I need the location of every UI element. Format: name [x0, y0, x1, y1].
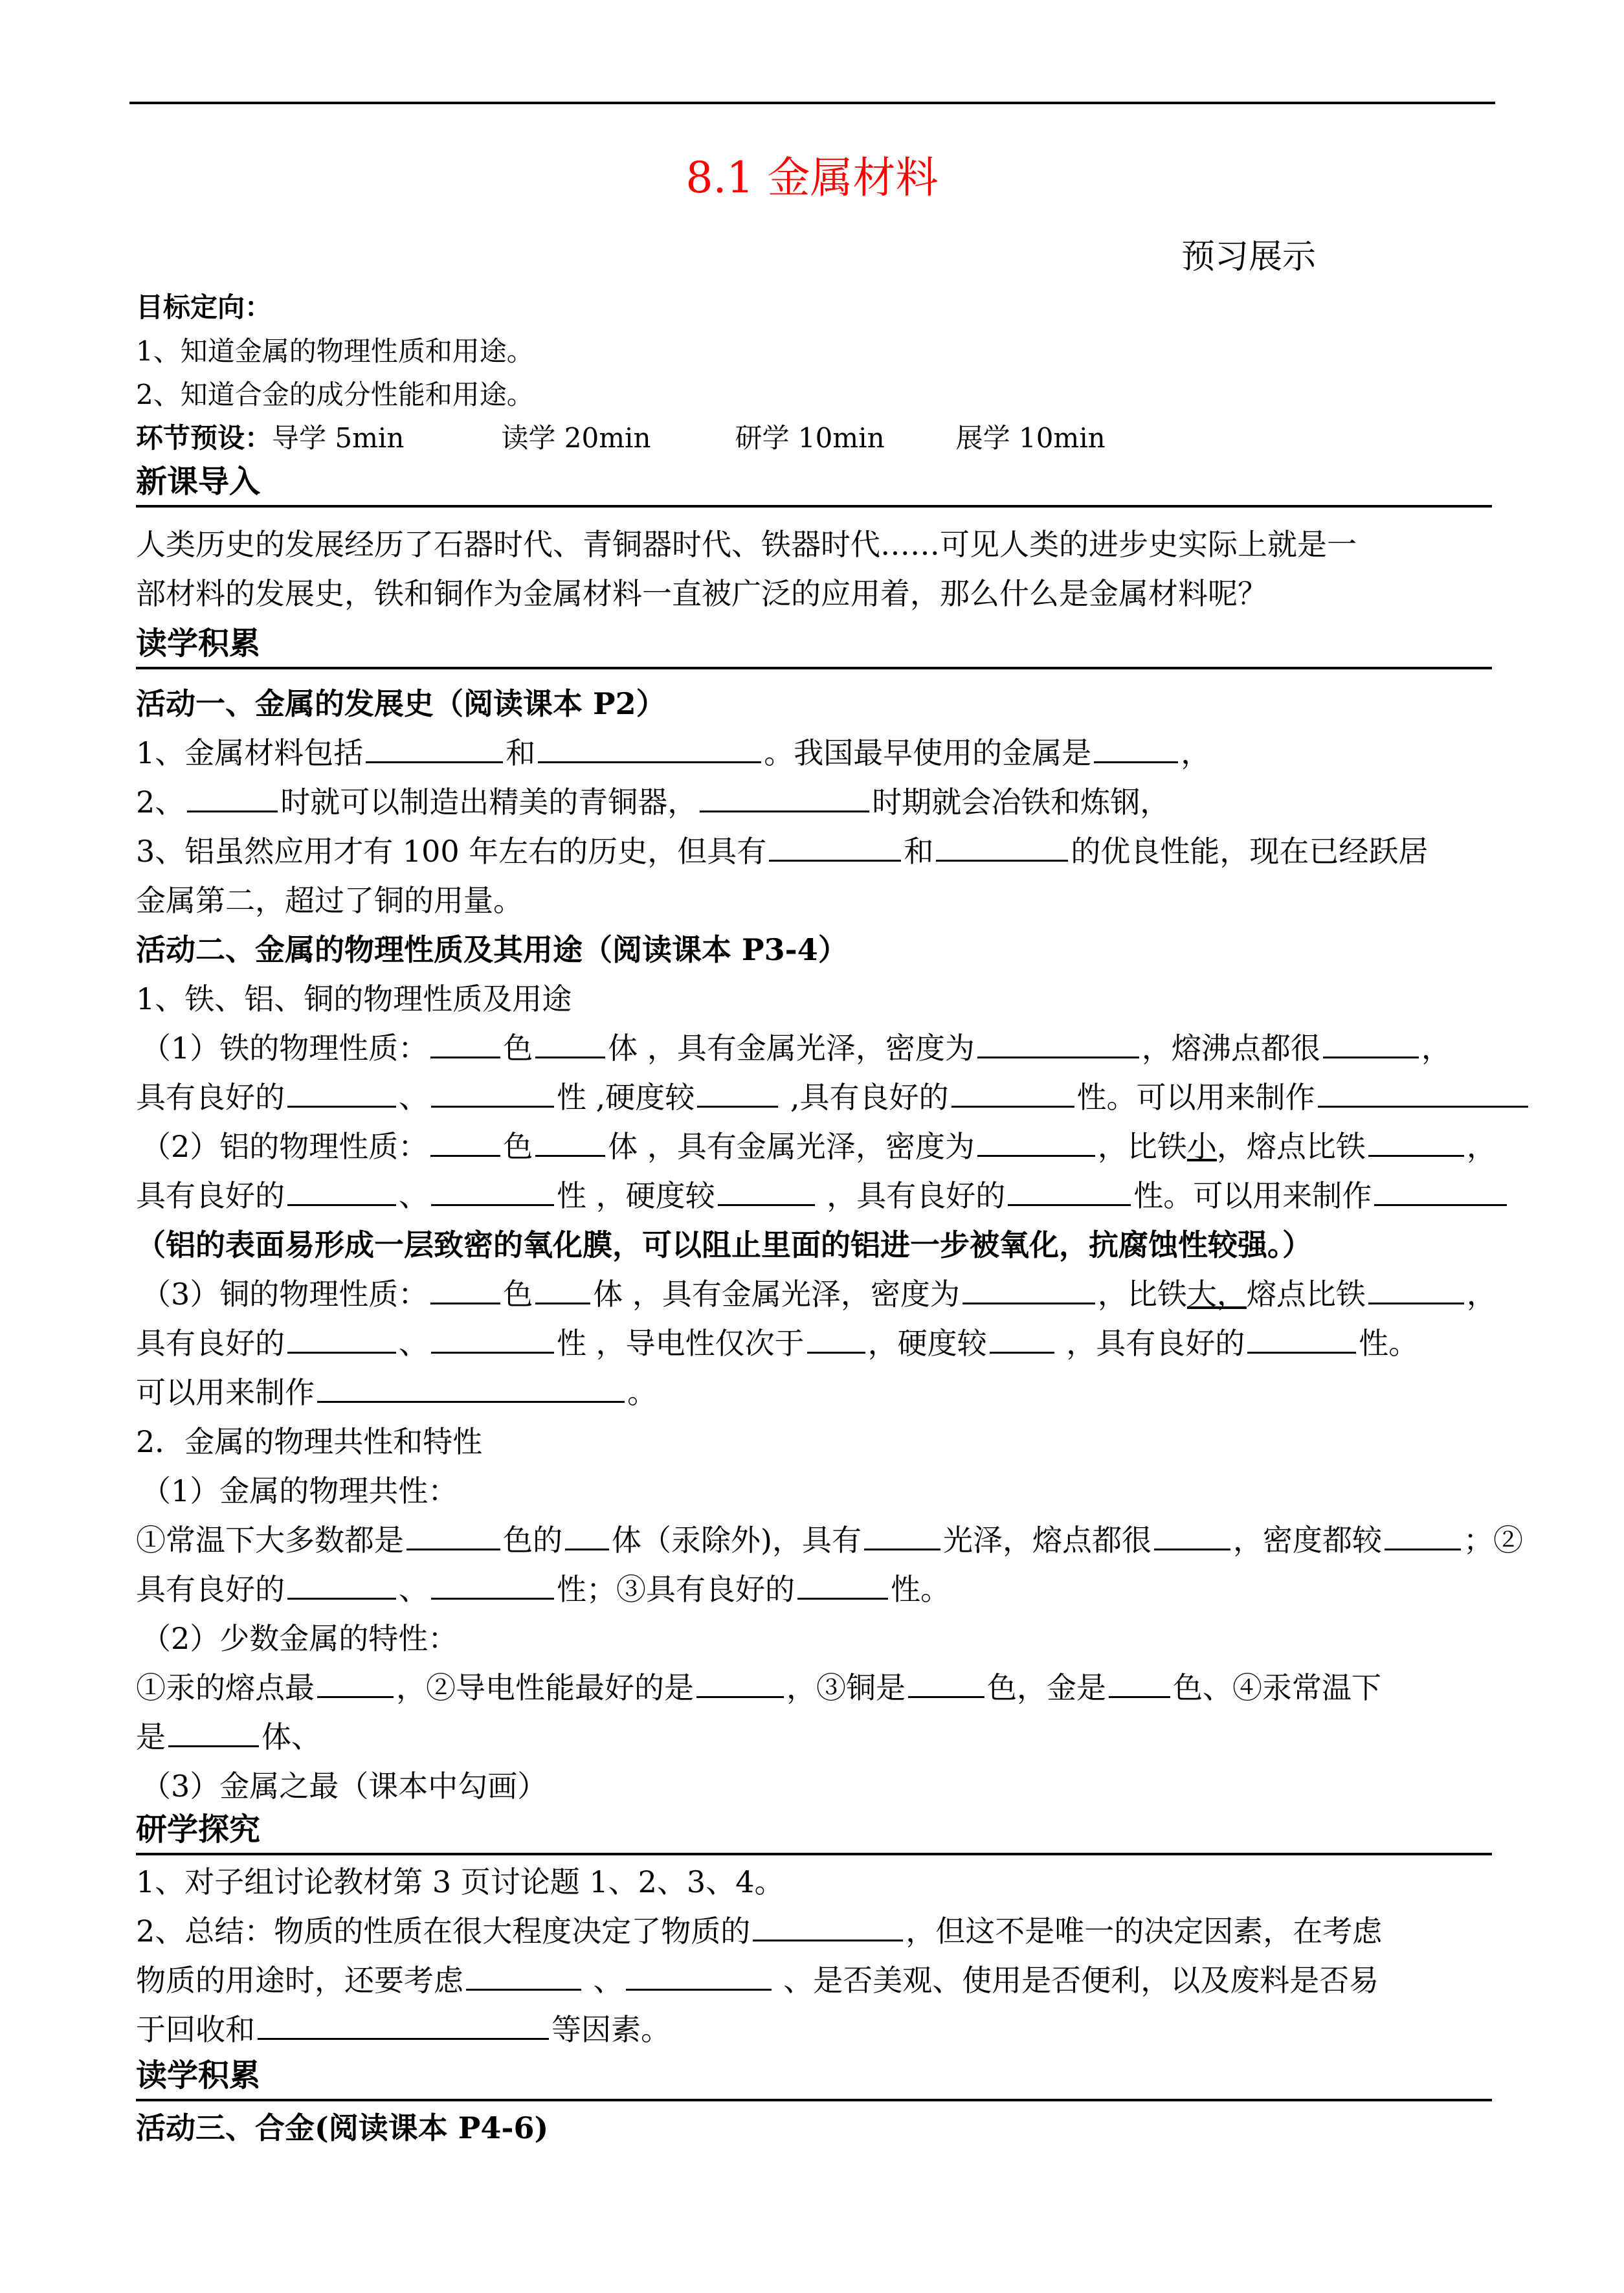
common-line: ①常温下大多数都是 色的 体（汞除外)，具有 光泽，熔点都很 ，密度都较 ；②	[136, 1517, 1523, 1563]
activity1-heading: 活动一、金属的发展史（阅读课本 P2）	[136, 686, 666, 721]
copper-uses-line: 具有良好的 、 性 ，导电性仅次于 ，硬度较 ，具有良好的 性。	[136, 1321, 1418, 1366]
fill-blank[interactable]	[287, 1176, 396, 1206]
fill-blank[interactable]	[406, 1520, 500, 1550]
copper-properties-line: （3）铜的物理性质： 色 体 ，具有金属光泽，密度为 ，比铁大，熔点比铁 ，	[141, 1271, 1496, 1317]
metal-records: （3）金属之最（课本中勾画）	[141, 1769, 548, 1804]
fill-blank[interactable]	[431, 1176, 554, 1206]
top-rule	[129, 102, 1495, 104]
fill-blank[interactable]	[977, 1028, 1139, 1058]
fill-blank[interactable]	[466, 1960, 581, 1991]
fill-blank[interactable]	[565, 1520, 609, 1550]
fill-blank[interactable]	[697, 1077, 778, 1108]
goal-item: 2、知道合金的成分性能和用途。	[136, 379, 534, 410]
fill-blank[interactable]	[431, 1569, 554, 1600]
fill-blank[interactable]	[535, 1126, 605, 1157]
fill-blank[interactable]	[1247, 1323, 1356, 1354]
goals-heading: 目标定向：	[136, 291, 273, 323]
schedule-item: 展学 10min	[955, 422, 1106, 454]
fill-blank[interactable]	[287, 1077, 396, 1108]
section-heading-read: 读学积累	[136, 621, 1492, 669]
research-line: 1、对子组讨论教材第 3 页讨论题 1、2、3、4。	[136, 1864, 784, 1899]
fill-blank[interactable]	[535, 1028, 605, 1058]
fill-blank[interactable]	[977, 1126, 1095, 1157]
fill-blank[interactable]	[1385, 1520, 1461, 1550]
research-line: 2、总结：物质的性质在很大程度决定了物质的 ，但这不是唯一的决定因素，在考虑	[136, 1908, 1382, 1954]
intro-text: 部材料的发展史，铁和铜作为金属材料一直被广泛的应用着，那么什么是金属材料呢？	[136, 576, 1267, 611]
fill-blank[interactable]	[718, 1176, 815, 1206]
common-line: 具有良好的 、 性；③具有良好的 性。	[136, 1567, 950, 1612]
fill-blank[interactable]	[430, 1028, 500, 1058]
fill-blank[interactable]	[287, 1569, 396, 1600]
fill-blank[interactable]	[1374, 1176, 1507, 1206]
activity3-heading: 活动三、合金(阅读课本 P4-6)	[136, 2110, 549, 2145]
fill-blank[interactable]	[1008, 1176, 1131, 1206]
section-heading-read: 读学积累	[136, 2053, 1492, 2101]
fill-blank[interactable]	[430, 1126, 500, 1157]
fill-blank[interactable]	[317, 1668, 394, 1698]
special-line: ①汞的熔点最 ，②导电性能最好的是 ，③铜是 色，金是 色、④汞常温下	[136, 1665, 1381, 1710]
activity1-line: 金属第二，超过了铜的用量。	[136, 883, 523, 918]
fill-blank[interactable]	[366, 733, 503, 763]
activity1-line: 3、铝虽然应用才有 100 年左右的历史，但具有 和 的优良性能，现在已经跃居	[136, 829, 1428, 874]
special-heading: （2）少数金属的特性：	[141, 1621, 458, 1656]
fill-blank[interactable]	[1368, 1126, 1464, 1157]
fill-blank[interactable]	[753, 1911, 903, 1941]
fill-blank[interactable]	[864, 1520, 940, 1550]
fill-blank[interactable]	[1094, 733, 1178, 763]
activity1-line: 2、 时就可以制造出精美的青铜器， 时期就会冶铁和炼钢，	[136, 779, 1170, 825]
fill-blank[interactable]	[430, 1274, 500, 1304]
fill-blank[interactable]	[962, 1274, 1095, 1304]
fill-blank[interactable]	[1368, 1274, 1464, 1304]
special-line: 是 体、	[136, 1714, 321, 1760]
copper-make-line: 可以用来制作 。	[136, 1370, 657, 1415]
fill-blank[interactable]	[168, 1717, 259, 1747]
schedule-item: 读学 20min	[501, 422, 651, 454]
fill-blank[interactable]	[908, 1668, 984, 1698]
page-title: 8.1 金属材料	[685, 153, 939, 203]
fill-blank[interactable]	[951, 1077, 1074, 1108]
page-subtitle: 预习展示	[1181, 238, 1317, 276]
fill-blank[interactable]	[1154, 1520, 1230, 1550]
fill-blank[interactable]	[317, 1372, 625, 1403]
activity2-subheading: 2．金属的物理共性和特性	[136, 1424, 483, 1459]
iron-uses-line: 具有良好的 、 性 ,硬度较 ,具有良好的 性。可以用来制作	[136, 1075, 1531, 1120]
intro-text: 人类历史的发展经历了石器时代、青铜器时代、铁器时代……可见人类的进步史实际上就是一	[136, 527, 1357, 562]
fill-blank[interactable]	[797, 1569, 888, 1600]
fill-blank[interactable]	[696, 1668, 784, 1698]
common-heading: （1）金属的物理共性：	[141, 1473, 458, 1508]
fill-blank[interactable]	[807, 1323, 865, 1354]
schedule-item: 导学 5min	[272, 422, 405, 454]
fill-blank[interactable]	[187, 782, 278, 812]
schedule-line	[136, 416, 1106, 461]
fill-blank[interactable]	[626, 1960, 772, 1991]
aluminum-uses-line: 具有良好的 、 性 ，硬度较 ，具有良好的 性。可以用来制作	[136, 1173, 1509, 1218]
iron-properties-line: （1）铁的物理性质： 色 体 ，具有金属光泽，密度为 ，熔沸点都很 ，	[141, 1025, 1451, 1071]
section-heading-intro: 新课导入	[136, 460, 1492, 508]
research-line: 物质的用途时，还要考虑 、 、是否美观、使用是否便利，以及废料是否易	[136, 1958, 1379, 2003]
research-line: 于回收和 等因素。	[136, 2007, 671, 2052]
fill-blank[interactable]	[700, 782, 869, 812]
activity2-heading: 活动二、金属的物理性质及其用途（阅读课本 P3-4）	[136, 932, 848, 967]
fill-blank[interactable]	[287, 1323, 396, 1354]
section-heading-research: 研学探究	[136, 1807, 1492, 1855]
fill-blank[interactable]	[535, 1274, 590, 1304]
aluminum-note: （铝的表面易形成一层致密的氧化膜，可以阻止里面的铝进一步被氧化，抗腐蚀性较强。）	[136, 1227, 1312, 1262]
fill-blank[interactable]	[936, 831, 1068, 862]
fill-blank[interactable]	[1323, 1028, 1419, 1058]
aluminum-properties-line: （2）铝的物理性质： 色 体 ，具有金属光泽，密度为 ，比铁小，熔点比铁 ，	[141, 1124, 1496, 1169]
fill-blank[interactable]	[990, 1323, 1054, 1354]
activity2-subheading: 1、铁、铝、铜的物理性质及用途	[136, 981, 572, 1016]
fill-blank[interactable]	[769, 831, 901, 862]
fill-blank[interactable]	[431, 1323, 554, 1354]
goal-item: 1、知道金属的物理性质和用途。	[136, 335, 534, 367]
fill-blank[interactable]	[1109, 1668, 1170, 1698]
schedule-label: 环节预设：	[136, 422, 273, 454]
fill-blank[interactable]	[431, 1077, 554, 1108]
fill-blank[interactable]	[1318, 1077, 1528, 1108]
fill-blank[interactable]	[538, 733, 761, 763]
activity1-line: 1、金属材料包括 和 。我国最早使用的金属是 ，	[136, 730, 1210, 776]
schedule-item: 研学 10min	[735, 422, 885, 454]
fill-blank[interactable]	[258, 2009, 549, 2040]
